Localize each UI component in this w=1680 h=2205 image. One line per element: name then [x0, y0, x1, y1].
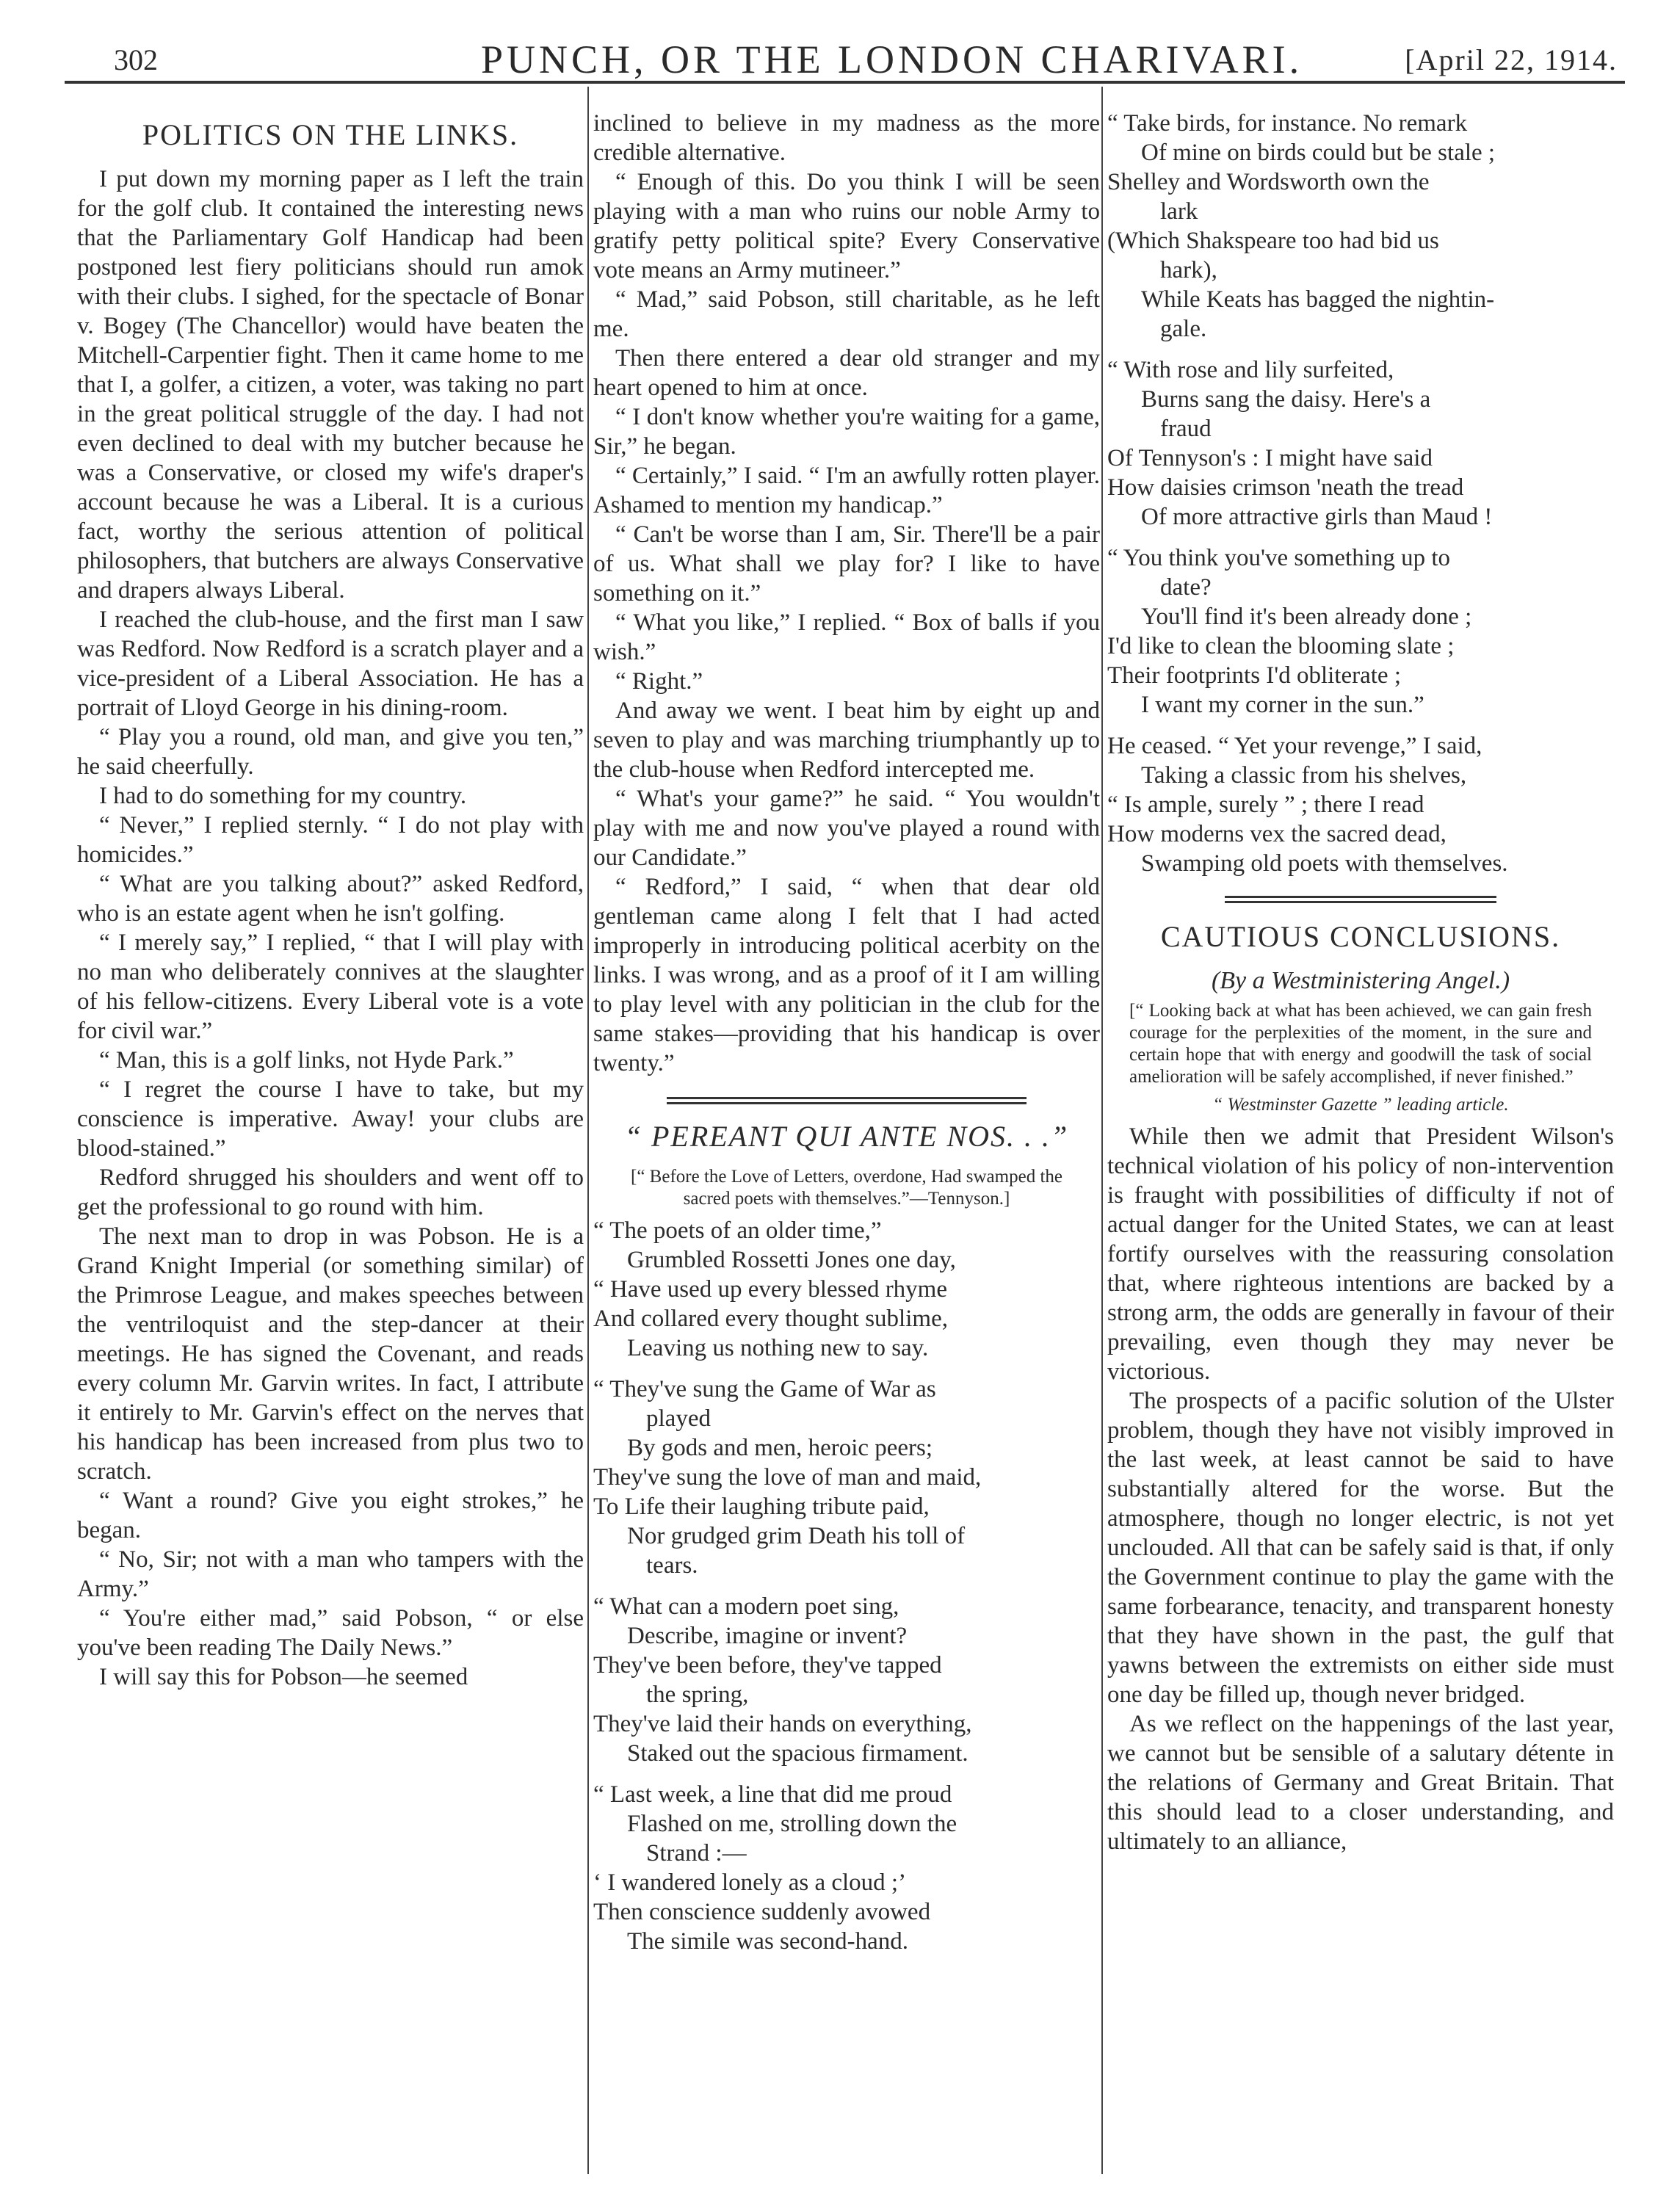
- paragraph: The next man to drop in was Pobson. He is a Grand Knight Imperial (or something similar) of the Primrose League, and makes speeches between the ventriloquist and the step-dancer at their meetings. He has signed the Covenant, and reads every column Mr. Garvin writes. In fact, I attribute it entirely to Mr. Garvin's effect on the nerves that his handicap has been increased from plus two to scratch.: [77, 1223, 584, 1485]
- verse-line: Staked out the spacious firmament.: [627, 1740, 968, 1767]
- paragraph: As we reflect on the happenings of the last year, we cannot but be sensible of a salutary détente in the relations of Germany and Great Britain. That this should lead to a closer understanding, and ultimately to an alliance,: [1107, 1711, 1614, 1855]
- paragraph: “ Never,” I replied sternly. “ I do not play with homicides.”: [77, 812, 584, 868]
- verse-line: They've been before, they've tapped: [593, 1652, 942, 1679]
- epigraph: [“ Looking back at what has been achieved, we can gain fresh courage for the perplexities of the moment, in the sure and certain hope that with energy and goodwill the task of social amelioration will be safely accomplished, if never finished.”: [1129, 1001, 1592, 1087]
- paragraph: “ No, Sir; not with a man who tampers with the Army.”: [77, 1546, 584, 1602]
- paragraph: I reached the club-house, and the first man I saw was Redford. Now Redford is a scratch player and a vice-president of a Liberal Association. He has a portrait of Lloyd George in his dining-room.: [77, 607, 584, 721]
- column-3: [1107, 109, 1614, 1856]
- verse-line: played: [646, 1405, 711, 1432]
- verse-line: They've laid their hands on everything,: [593, 1711, 972, 1737]
- paragraph: “ What's your game?” he said. “ You wouldn't play with me and now you've played a round with our Candidate.”: [593, 786, 1100, 871]
- verse-line: gale.: [1160, 316, 1207, 342]
- verse-line: Of more attractive girls than Maud !: [1141, 504, 1493, 530]
- stanza: [593, 1780, 1100, 1956]
- paragraph: I had to do something for my country.: [99, 783, 467, 809]
- verse-line: How daisies crimson 'neath the tread: [1107, 474, 1464, 501]
- stanza: [593, 1592, 1100, 1768]
- epigraph: [“ Before the Love of Letters, overdone, Had swamped the sacred poets with themselves.”—Tennyson.]: [631, 1167, 1062, 1209]
- verse-line: They've sung the love of man and maid,: [593, 1464, 982, 1491]
- verse-line: date?: [1160, 574, 1212, 601]
- section-divider: [1225, 896, 1496, 903]
- paragraph: “ What you like,” I replied. “ Box of balls if you wish.”: [593, 609, 1100, 665]
- verse-line: Nor grudged grim Death his toll of: [627, 1523, 966, 1549]
- verse-line: tears.: [646, 1552, 698, 1579]
- page-number: 302: [114, 43, 158, 76]
- stanza: [1107, 731, 1614, 878]
- verse-line: Swamping old poets with themselves.: [1141, 850, 1508, 877]
- stanza: [1107, 109, 1614, 344]
- paragraph: “ You're either mad,” said Pobson, “ or else you've been reading The Daily News.”: [77, 1605, 584, 1661]
- verse-line: “ They've sung the Game of War as: [593, 1376, 936, 1402]
- verse-line: He ceased. “ Yet your revenge,” I said,: [1107, 733, 1482, 759]
- verse-line: hark),: [1160, 257, 1217, 283]
- column-2: [593, 109, 1100, 1968]
- paragraph: “ I regret the course I have to take, but my conscience is imperative. Away! your clubs are blood-stained.”: [77, 1076, 584, 1162]
- paragraph: I will say this for Pobson—he seemed: [99, 1664, 468, 1690]
- column-divider-2: [1101, 87, 1103, 2174]
- verse-line: Shelley and Wordsworth own the: [1107, 169, 1430, 195]
- verse-line: Burns sang the daisy. Here's a: [1141, 386, 1431, 413]
- verse-line: “ Is ample, surely ” ; there I read: [1107, 792, 1424, 818]
- article-continuation: [593, 109, 1100, 1078]
- verse-line: Describe, imagine or invent?: [627, 1623, 908, 1649]
- paragraph: Redford shrugged his shoulders and went off to get the professional to go round with him.: [77, 1165, 584, 1220]
- paragraph: “ I don't know whether you're waiting for a game, Sir,” he began.: [593, 404, 1100, 460]
- verse-line: Then conscience suddenly avowed: [593, 1899, 931, 1925]
- verse-line: Of mine on birds could but be stale ;: [1141, 140, 1496, 166]
- verse-line: “ Last week, a line that did me proud: [593, 1781, 952, 1808]
- paragraph: “ Can't be worse than I am, Sir. There'll be a pair of us. What shall we play for? I like to have something on it.”: [593, 521, 1100, 607]
- verse-line: I'd like to clean the blooming slate ;: [1107, 633, 1455, 659]
- paragraph: inclined to believe in my madness as the more credible alternative.: [593, 110, 1100, 166]
- paragraph: And away we went. I beat him by eight up and seven to play and was marching triumphantly up to the club-house when Redford intercepted me.: [593, 698, 1100, 783]
- verse-line: Strand :—: [646, 1840, 747, 1867]
- page-header: [70, 35, 1621, 82]
- article-title: POLITICS ON THE LINKS.: [142, 118, 519, 151]
- verse-line: “ With rose and lily surfeited,: [1107, 357, 1394, 383]
- column-1: [77, 103, 584, 1692]
- section-divider: [667, 1097, 1027, 1104]
- verse-line: The simile was second-hand.: [627, 1928, 909, 1955]
- paragraph: “ Play you a round, old man, and give you ten,” he said cheerfully.: [77, 724, 584, 780]
- paragraph: “ Man, this is a golf links, not Hyde Park.”: [99, 1047, 514, 1073]
- paragraph: “ Right.”: [615, 668, 703, 695]
- byline: (By a Westministering Angel.): [1211, 967, 1510, 994]
- verse-line: “ The poets of an older time,”: [593, 1217, 882, 1244]
- verse-line: By gods and men, heroic peers;: [627, 1435, 933, 1461]
- verse-line: “ Take birds, for instance. No remark: [1107, 110, 1468, 137]
- paragraph: Then there entered a dear old stranger and my heart opened to him at once.: [593, 345, 1100, 401]
- verse-line: To Life their laughing tribute paid,: [593, 1493, 930, 1520]
- verse-line: You'll find it's been already done ;: [1141, 604, 1472, 630]
- verse-line: Their footprints I'd obliterate ;: [1107, 662, 1401, 689]
- verse-line: ‘ I wandered lonely as a cloud ;’: [593, 1869, 907, 1896]
- paragraph: “ Want a round? Give you eight strokes,” he began.: [77, 1488, 584, 1543]
- header-rule: [65, 81, 1625, 84]
- verse-line: How moderns vex the sacred dead,: [1107, 821, 1447, 847]
- verse-line: Of Tennyson's : I might have said: [1107, 445, 1433, 471]
- verse-line: (Which Shakspeare too had bid us: [1107, 228, 1439, 254]
- issue-date: [April 22, 1914.: [1405, 43, 1618, 76]
- verse-line: Grumbled Rossetti Jones one day,: [627, 1247, 956, 1273]
- paragraph: “ Redford,” I said, “ when that dear old gentleman came along I felt that I had acted improperly in introducing political acerbity on the links. I was wrong, and as a proof of it I am willing to play level with any politician in the club for the same stakes—providing that his handicap is over twenty.”: [593, 874, 1100, 1076]
- column-divider-1: [587, 87, 589, 2174]
- verse-line: “ What can a modern poet sing,: [593, 1593, 899, 1620]
- article-title: CAUTIOUS CONCLUSIONS.: [1160, 920, 1561, 953]
- verse-line: And collared every thought sublime,: [593, 1306, 948, 1332]
- stanza: [593, 1375, 1100, 1580]
- verse-line: “ You think you've something up to: [1107, 545, 1451, 571]
- paragraph: “ Enough of this. Do you think I will be seen playing with a man who ruins our noble Army to gratify petty political spite? Every Conservative vote means an Army mutineer.”: [593, 169, 1100, 283]
- verse-line: Taking a classic from his shelves,: [1141, 762, 1467, 789]
- verse-line: I want my corner in the sun.”: [1141, 692, 1424, 718]
- stanza: [1107, 543, 1614, 720]
- paragraph: “ I merely say,” I replied, “ that I will play with no man who deliberately connives at the slaughter of his fellow-citizens. Every Liberal vote is a vote for civil war.”: [77, 930, 584, 1044]
- masthead-title: PUNCH, OR THE LONDON CHARIVARI.: [481, 37, 1303, 82]
- paragraph: I put down my morning paper as I left the train for the golf club. It contained the interesting news that the Parliamentary Golf Handicap had been postponed lest fiery politicians should run amok with their clubs. I sighed, for the spectacle of Bonar v. Bogey (The Chancellor) would have beaten the Mitchell-Carpentier fight. Then it came home to me that I, a golfer, a citizen, a voter, was taking no part in the great political struggle of the day. I had not even declined to deal with my butcher because he was a Conservative, or closed my wife's draper's account because he was a Liberal. It is a curious fact, worthy the serious attention of political philosophers, that butchers are always Conservative and drapers always Liberal.: [77, 166, 584, 604]
- article-title: “ PEREANT QUI ANTE NOS. . .”: [624, 1120, 1069, 1153]
- verse-line: Flashed on me, strolling down the: [627, 1811, 957, 1837]
- epigraph-citation: “ Westminster Gazette ” leading article.: [1212, 1095, 1509, 1115]
- stanza: [1107, 355, 1614, 532]
- poem: [593, 1216, 1100, 1956]
- verse-line: Leaving us nothing new to say.: [627, 1335, 929, 1361]
- verse-line: “ Have used up every blessed rhyme: [593, 1276, 947, 1303]
- verse-line: lark: [1160, 198, 1198, 225]
- paragraph: “ Certainly,” I said. “ I'm an awfully rotten player. Ashamed to mention my handicap.”: [593, 463, 1100, 518]
- paragraph: While then we admit that President Wilson's technical violation of his policy of non-intervention is fraught with possibilities of difficulty if not of actual danger for the United States, we can at least fortify ourselves with the reassuring consolation that, where righteous intentions are backed by a strong arm, the odds are generally in favour of their prevailing, even though they may never be victorious.: [1107, 1123, 1614, 1385]
- stanza: [593, 1216, 1100, 1363]
- poem-continuation: [1107, 109, 1614, 878]
- paragraph: “ Mad,” said Pobson, still charitable, as he left me.: [593, 286, 1100, 342]
- paragraph: “ What are you talking about?” asked Redford, who is an estate agent when he isn't golfing.: [77, 871, 584, 927]
- article-body: [77, 164, 584, 1692]
- verse-line: the spring,: [646, 1681, 749, 1708]
- paragraph: The prospects of a pacific solution of the Ulster problem, though they have not visibly improved in the last week, at least cannot be said to have substantially altered for the worse. But the atmosphere, though no longer electric, is not yet unclouded. All that can be safely said is that, if only the Government continue to play the game with the same forbearance, tenacity, and transparent honesty that they have shown in the past, the gulf that yawns between the extremists on either side must one day be filled up, though never bridged.: [1107, 1388, 1614, 1708]
- verse-line: fraud: [1160, 416, 1212, 442]
- verse-line: While Keats has bagged the nightin-: [1141, 286, 1495, 313]
